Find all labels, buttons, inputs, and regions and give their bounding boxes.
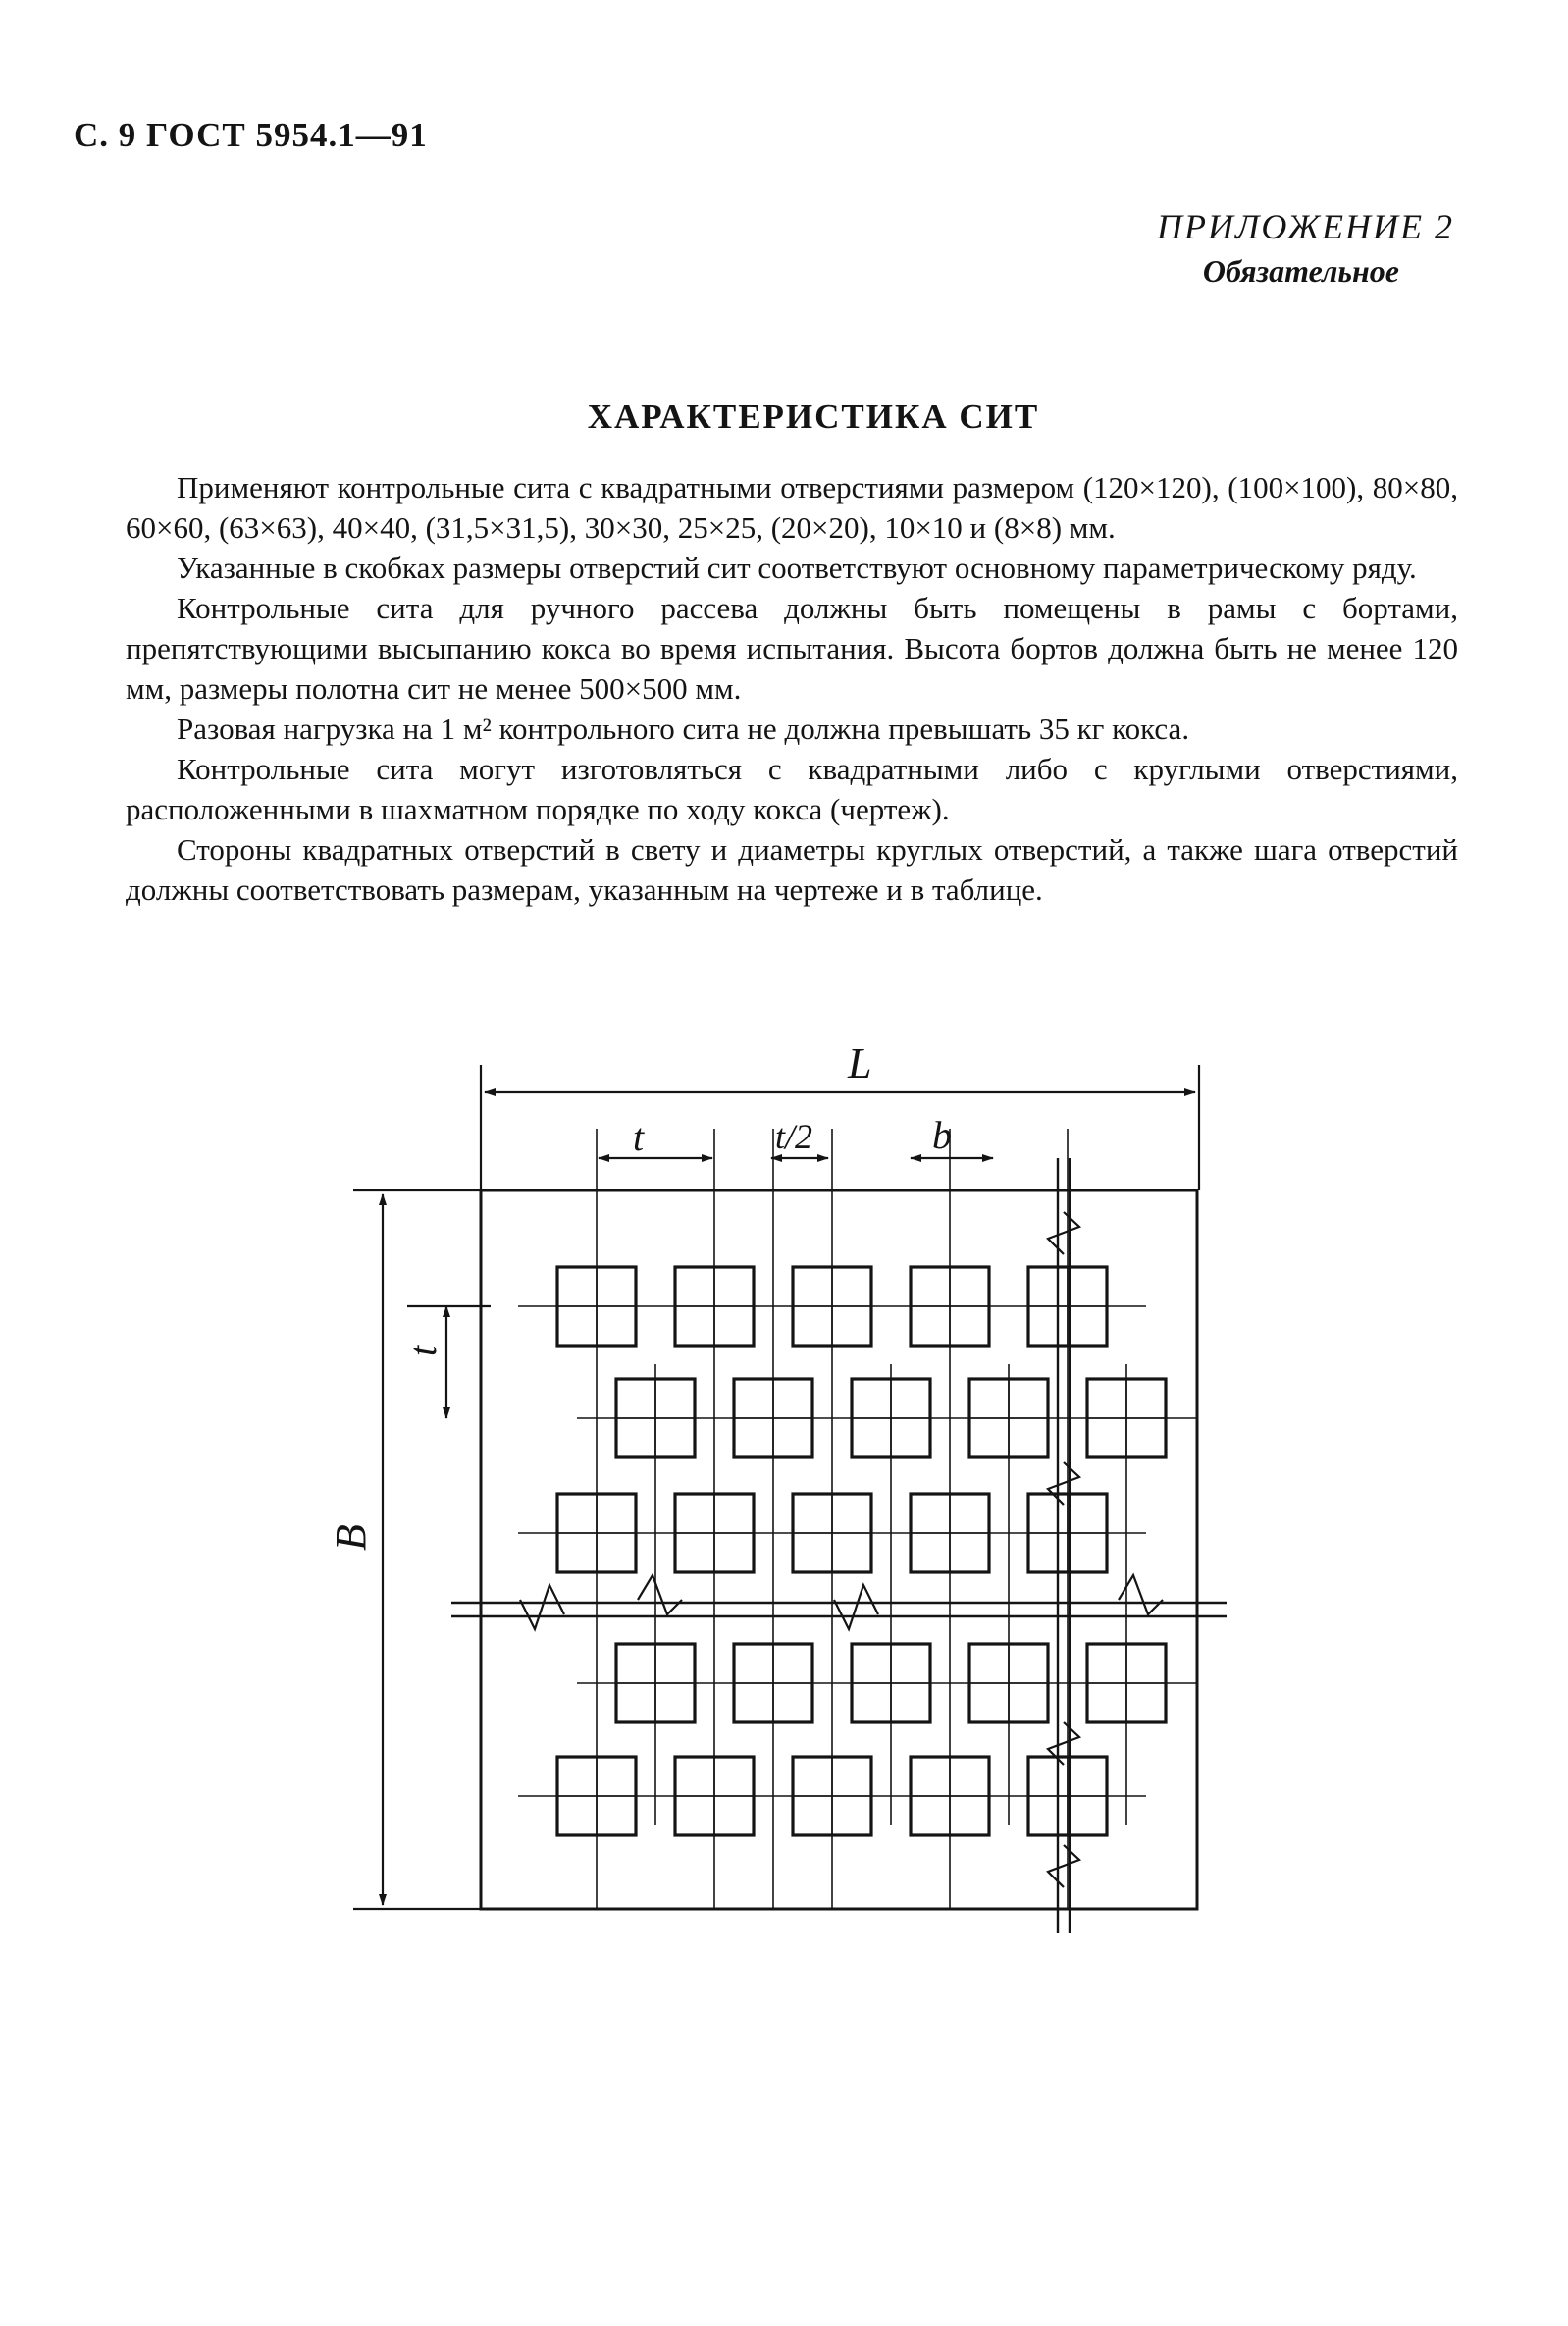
paragraph: Стороны квадратных отверстий в свету и диаметры круглых отверстий, а также шага отверстий должны соответствовать размерам, указанным на чертеже и в таблице. xyxy=(126,832,1458,907)
break-zigzag xyxy=(1048,1212,1079,1254)
break-zigzag xyxy=(834,1585,878,1629)
break-zigzag xyxy=(1048,1845,1079,1887)
label-half-pitch: t/2 xyxy=(775,1117,813,1156)
break-zigzag xyxy=(1048,1462,1079,1505)
label-pitch: t xyxy=(633,1115,645,1159)
break-zigzag xyxy=(1119,1575,1163,1614)
label-width: B xyxy=(327,1524,375,1551)
page-header: С. 9 ГОСТ 5954.1—91 xyxy=(74,116,428,154)
appendix-label: ПРИЛОЖЕНИЕ 2 xyxy=(1157,207,1454,246)
label-length: L xyxy=(848,1039,872,1087)
paragraph: Разовая нагрузка на 1 м² контрольного сита не должна превышать 35 кг кокса. xyxy=(177,712,1190,746)
paragraph: Применяют контрольные сита с квадратными отверстиями размером (120×120), (100×100), 80×80, 60×60, (63×63), 40×40, (31,5×31,5), 30×30, 25×25, (20×20), 10×10 и (8×8) мм. xyxy=(126,470,1458,545)
appendix-status: Обязательное xyxy=(1202,253,1399,289)
label-hole-size: b xyxy=(932,1113,952,1157)
paragraph: Контрольные сита для ручного рассева должны быть помещены в рамы с бортами, препятствующими высыпанию кокса во время испытания. Высота бортов должна быть не менее 120 мм, размеры полотна сит не менее 500×500 мм. xyxy=(126,591,1458,706)
break-zigzag xyxy=(520,1585,564,1629)
section-title: ХАРАКТЕРИСТИКА СИТ xyxy=(587,397,1040,436)
paragraph: Указанные в скобках размеры отверстий сит соответствуют основному параметрическому ряду. xyxy=(177,551,1417,585)
label-pitch-vertical: t xyxy=(400,1345,444,1356)
paragraph: Контрольные сита могут изготовляться с квадратными либо с круглыми отверстиями, расположенными в шахматном порядке по ходу кокса (чертеж). xyxy=(126,752,1458,826)
break-zigzag xyxy=(638,1575,682,1614)
sieve-frame xyxy=(481,1190,1197,1909)
